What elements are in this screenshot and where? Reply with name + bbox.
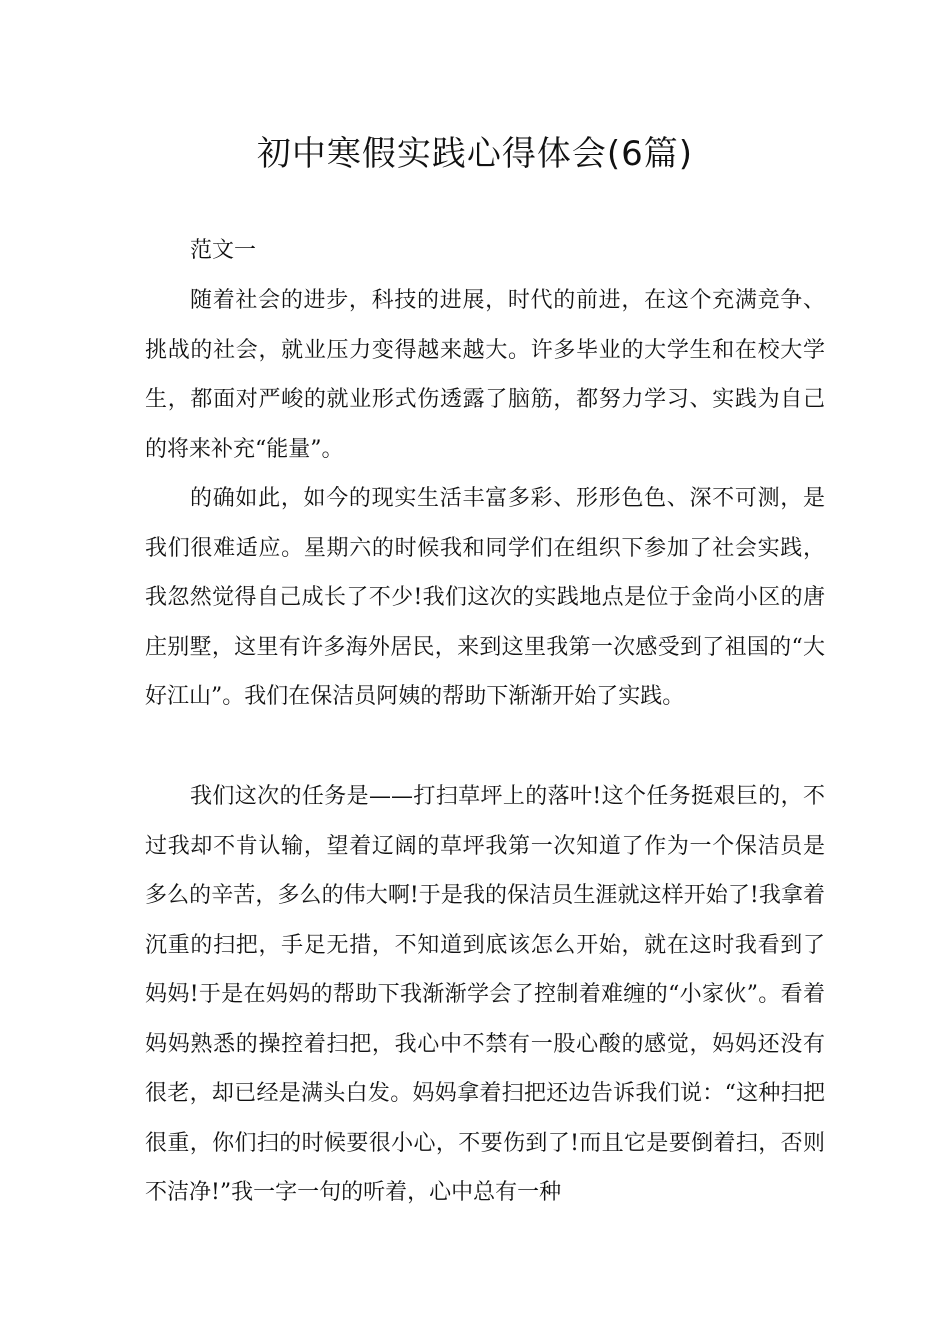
paragraph-3: 我们这次的任务是——打扫草坪上的落叶!这个任务挺艰巨的，不过我却不肯认输，望着辽阔的草坪我第一次知道了作为一个保洁员是多么的辛苦，多么的伟大啊!于是我的保洁员生涯就这样开始了!我拿着沉重的扫把，手足无措，不知道到底该怎么开始，就在这时我看到了妈妈!于是在妈妈的帮助下我渐渐学会了控制着难缠的“小家伙”。看着妈妈熟悉的操控着扫把，我心中不禁有一股心酸的感觉，妈妈还没有很老，却已经是满头白发。妈妈拿着扫把还边告诉我们说：“这种扫把很重，你们扫的时候要很小心，不要伤到了!而且它是要倒着扫，否则不洁净!”我一字一句的听着，心中总有一种 [145, 784, 825, 1205]
document-title: 初中寒假实践心得体会(6篇) [256, 134, 694, 174]
section-label: 范文一 [190, 238, 257, 263]
paragraph-1: 随着社会的进步，科技的进展，时代的前进，在这个充满竞争、挑战的社会，就业压力变得越来越大。许多毕业的大学生和在校大学生，都面对严峻的就业形式伤透露了脑筋，都努力学习、实践为自己的将来补充“能量”。 [145, 288, 825, 462]
paragraph-2: 的确如此，如今的现实生活丰富多彩、形形色色、深不可测，是我们很难适应。星期六的时候我和同学们在组织下参加了社会实践，我忽然觉得自己成长了不少!我们这次的实践地点是位于金尚小区的唐庄别墅，这里有许多海外居民，来到这里我第一次感受到了祖国的“大好江山”。我们在保洁员阿姨的帮助下渐渐开始了实践。 [145, 486, 825, 709]
